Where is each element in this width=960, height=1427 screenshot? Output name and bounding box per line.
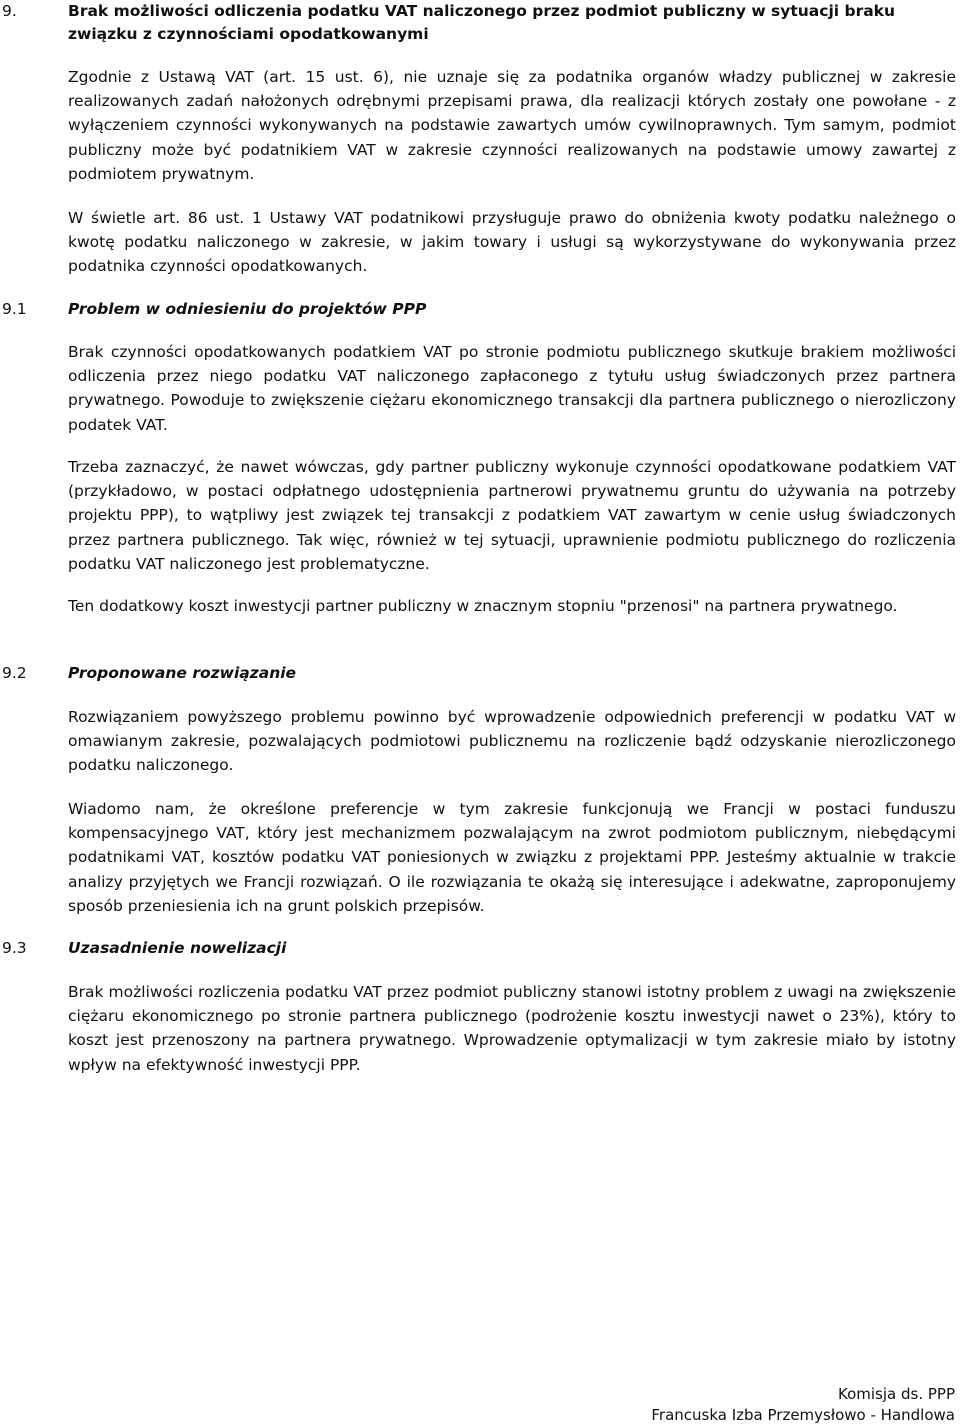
intro-paragraph-2: W świetle art. 86 ust. 1 Ustawy VAT podatnikowi przysługuje prawo do obniżenia kwoty podatku należnego o kwotę podatku naliczonego w zakresie, w jakim towary i usługi są wykorzystywane do wykonywania przez podatnika czynności opodatkowanych. xyxy=(68,209,956,276)
section-title: Uzasadnienie nowelizacji xyxy=(68,939,287,957)
footer-line-2: Francuska Izba Przemysłowo - Handlowa xyxy=(651,1406,955,1424)
chapter-number: 9. xyxy=(2,2,17,20)
section-title: Proponowane rozwiązanie xyxy=(68,664,297,682)
footer-line-1: Komisja ds. PPP xyxy=(838,1385,955,1403)
chapter-title: Brak możliwości odliczenia podatku VAT naliczonego przez podmiot publiczny w sytuacji braku związku z czynnościami opodatkowanymi xyxy=(68,2,896,43)
section-9-2-paragraph-2: Wiadomo nam, że określone preferencje w tym zakresie funkcjonują we Francji w postaci funduszu kompensacyjnego VAT, który jest mechanizmem pozwalającym na zwrot podmiotom publicznym, niebędącymi podatnikami VAT, kosztów podatku VAT poniesionych w związku z projektami PPP. Jesteśmy aktualnie w trakcie analizy przyjętych we Francji rozwiązań. O ile rozwiązania te okażą się interesujące i adekwatne, zaproponujemy sposób przeniesienia ich na grunt polskich przepisów. xyxy=(68,800,956,915)
section-number: 9.2 xyxy=(2,664,27,682)
section-number: 9.1 xyxy=(2,300,27,318)
section-9-1-paragraph-2: Trzeba zaznaczyć, że nawet wówczas, gdy partner publiczny wykonuje czynności opodatkowane podatkiem VAT (przykładowo, w postaci odpłatnego udostępnienia partnerowi prywatnemu gruntu do używania na potrzeby projektu PPP), to wątpliwy jest związek tej transakcji z podatkiem VAT zawartym w cenie usług świadczonych przez partnera publicznego. Tak więc, również w tej sytuacji, uprawnienie podmiotu publicznego do rozliczenia podatku VAT naliczonego jest problematyczne. xyxy=(68,458,956,573)
intro-paragraph-1: Zgodnie z Ustawą VAT (art. 15 ust. 6), nie uznaje się za podatnika organów władzy publicznej w zakresie realizowanych zadań nałożonych odrębnymi przepisami prawa, dla realizacji których zostały one powołane - z wyłączeniem czynności wykonywanych na podstawie zawartych umów cywilnoprawnych. Tym samym, podmiot publiczny może być podatnikiem VAT w zakresie czynności realizowanych na podstawie umowy zawartej z podmiotem prywatnym. xyxy=(68,68,956,183)
section-9-3-paragraph-1: Brak możliwości rozliczenia podatku VAT przez podmiot publiczny stanowi istotny problem z uwagi na zwiększenie ciężaru ekonomicznego po stronie partnera publicznego (podrożenie kosztu inwestycji nawet o 23%), który to koszt jest przenoszony na partnera prywatnego. Wprowadzenie optymalizacji w tym zakresie miało by istotny wpływ na efektywność inwestycji PPP. xyxy=(68,983,956,1074)
section-number: 9.3 xyxy=(2,939,27,957)
section-9-1-paragraph-1: Brak czynności opodatkowanych podatkiem VAT po stronie podmiotu publicznego skutkuje brakiem możliwości odliczenia przez niego podatku VAT naliczonego zapłaconego z tytułu usług świadczonych przez partnera prywatnego. Powoduje to zwiększenie ciężaru ekonomicznego transakcji dla partnera publicznego o nierozliczony podatek VAT. xyxy=(68,343,956,434)
section-title: Problem w odniesieniu do projektów PPP xyxy=(68,300,427,318)
section-9-2-paragraph-1: Rozwiązaniem powyższego problemu powinno być wprowadzenie odpowiednich preferencji w podatku VAT w omawianym zakresie, pozwalających podmiotowi publicznemu na rozliczenie bądź odzyskanie nierozliczonego podatku naliczonego. xyxy=(68,708,956,775)
section-9-1-paragraph-3: Ten dodatkowy koszt inwestycji partner publiczny w znacznym stopniu "przenosi" na partnera prywatnego. xyxy=(68,597,898,615)
